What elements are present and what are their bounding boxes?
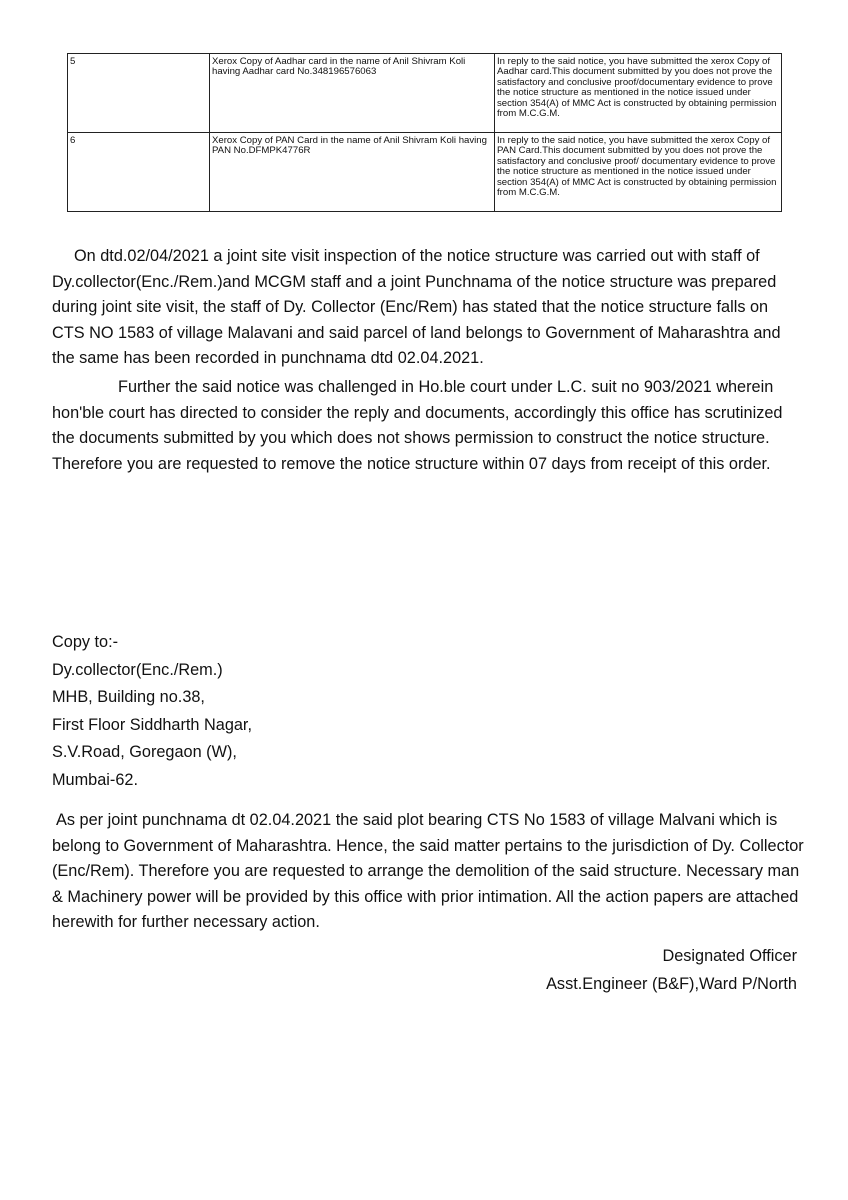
demolition-request-paragraph: As per joint punchnama dt 02.04.2021 the said plot bearing CTS No 1583 of village Malvani which is belong to Government of Maharashtra. Hence, the said matter pertains to the jurisdiction of Dy. Collector (Enc/Rem). Therefore you are requested to arrange the demolition of the said structure. Necessary man & Machinery power will be provided by this office with prior intimation. All the action papers are attached herewith for further necessary action. bbox=[52, 811, 804, 932]
remark-cell: In reply to the said notice, you have submitted the xerox Copy of Aadhar card.This document submitted by you does not prove the satisfactory and conclusive proof/documentary evidence to prove the notice structure as mentioned in the notice issued under section 354(A) of MMC Act is constructed by obtaining permission from M.C.G.M. bbox=[495, 54, 782, 133]
copy-to-line: S.V.Road, Goregaon (W), bbox=[52, 743, 237, 762]
court-suit-paragraph: Further the said notice was challenged in Ho.ble court under L.C. suit no 903/2021 wherein hon'ble court has directed to consider the reply and documents, accordingly this office has scrutinized the documents submitted by you which does not shows permission to construct the notice structure. Therefore you are requested to remove the notice structure within 07 days from receipt of this order. bbox=[52, 378, 783, 473]
signatory-designation: Asst.Engineer (B&F),Ward P/North bbox=[546, 974, 797, 993]
copy-to-heading: Copy to:- bbox=[52, 633, 119, 651]
table-row bbox=[68, 54, 782, 133]
serial-number-cell: 6 bbox=[68, 133, 210, 212]
signature-block bbox=[546, 943, 797, 998]
document-description-cell: Xerox Copy of PAN Card in the name of Anil Shivram Koli having PAN No.DFMPK4776R bbox=[210, 133, 495, 212]
inspection-paragraph: On dtd.02/04/2021 a joint site visit inspection of the notice structure was carried out with staff of Dy.collector(Enc./Rem.)and MCGM staff and a joint Punchnama of the notice structure was prepared during joint site visit, the staff of Dy. Collector (Enc/Rem) has stated that the notice structure falls on CTS NO 1583 of village Malavani and said parcel of land belongs to Government of Maharashtra and the same has been recorded in punchnama dtd 02.04.2021. bbox=[52, 247, 781, 368]
remark-cell: In reply to the said notice, you have submitted the xerox Copy of PAN Card.This document submitted by you does not prove the satisfactory and conclusive proof/ documentary evidence to prove the notice structure as mentioned in the notice issued under section 354(A) of MMC Act is constructed by obtaining permission from M.C.G.M. bbox=[495, 133, 782, 212]
documents-table bbox=[67, 53, 782, 212]
copy-to-line: Dy.collector(Enc./Rem.) bbox=[52, 660, 223, 679]
document-description-cell: Xerox Copy of Aadhar card in the name of Anil Shivram Koli having Aadhar card No.348196576063 bbox=[210, 54, 495, 133]
table-row bbox=[68, 133, 782, 212]
serial-number-cell: 5 bbox=[68, 54, 210, 133]
copy-to-line: First Floor Siddharth Nagar, bbox=[52, 715, 252, 734]
copy-to-block bbox=[52, 629, 252, 795]
copy-to-line: MHB, Building no.38, bbox=[52, 688, 205, 707]
copy-to-line: Mumbai-62. bbox=[52, 770, 138, 789]
signatory-title: Designated Officer bbox=[662, 947, 797, 965]
